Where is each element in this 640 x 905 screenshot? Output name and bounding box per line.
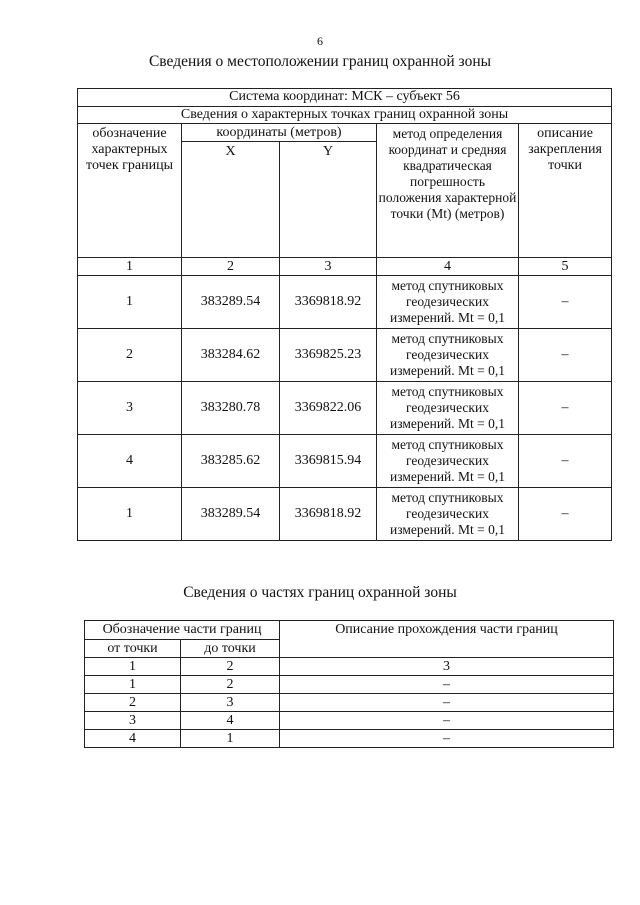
from-cell: 1 <box>85 676 181 694</box>
description-cell: – <box>280 730 614 748</box>
x-cell: 383285.62 <box>182 435 280 488</box>
y-cell: 3369822.06 <box>280 382 377 435</box>
from-cell: 4 <box>85 730 181 748</box>
x-cell: 383280.78 <box>182 382 280 435</box>
x-cell: 383289.54 <box>182 276 280 329</box>
section-title-parts: Сведения о частях границ охранной зоны <box>183 584 457 601</box>
coordinate-system-cell: Система координат: МСК – субъект 56 <box>78 89 612 107</box>
col-number-cell: 1 <box>85 658 181 676</box>
point-cell: 1 <box>78 276 182 329</box>
fixing-cell: – <box>519 329 612 382</box>
point-cell: 3 <box>78 382 182 435</box>
to-cell: 3 <box>181 694 280 712</box>
table-row <box>78 435 612 488</box>
table-row <box>85 712 614 730</box>
method-cell: метод спутниковых геодезических измерений. Mt = 0,1 <box>377 276 519 329</box>
col-number-cell: 2 <box>181 658 280 676</box>
table-row <box>85 730 614 748</box>
header-designation-cell: Обозначение части границ <box>85 621 280 640</box>
table-row <box>78 329 612 382</box>
page-number: 6 <box>317 34 323 48</box>
description-cell: – <box>280 694 614 712</box>
to-cell: 2 <box>181 676 280 694</box>
method-cell: метод спутниковых геодезических измерений. Mt = 0,1 <box>377 382 519 435</box>
boundary-parts-table <box>84 620 614 748</box>
table-row <box>85 694 614 712</box>
coordinates-table <box>77 88 612 541</box>
description-cell: – <box>280 676 614 694</box>
col-number-cell: 4 <box>377 258 519 276</box>
col-number-cell: 3 <box>280 258 377 276</box>
table-row <box>78 488 612 541</box>
from-cell: 3 <box>85 712 181 730</box>
header-from-cell: от точки <box>85 640 181 658</box>
method-cell: метод спутниковых геодезических измерений. Mt = 0,1 <box>377 488 519 541</box>
header-coords-cell: координаты (метров) <box>182 124 377 142</box>
col-number-cell: 2 <box>182 258 280 276</box>
point-cell: 1 <box>78 488 182 541</box>
method-cell: метод спутниковых геодезических измерений. Mt = 0,1 <box>377 435 519 488</box>
table-subtitle-cell: Сведения о характерных точках границ охранной зоны <box>78 107 612 124</box>
description-cell: – <box>280 712 614 730</box>
header-point-cell: обозначение характерных точек границы <box>78 124 182 258</box>
from-cell: 2 <box>85 694 181 712</box>
header-method-cell: метод определения координат и средняя квадратическая погрешность положения характерной точки (Mt) (метров) <box>377 124 519 258</box>
header-to-cell: до точки <box>181 640 280 658</box>
y-cell: 3369818.92 <box>280 276 377 329</box>
table-row <box>78 276 612 329</box>
y-cell: 3369825.23 <box>280 329 377 382</box>
to-cell: 4 <box>181 712 280 730</box>
y-cell: 3369818.92 <box>280 488 377 541</box>
section-title-boundaries: Сведения о местоположении границ охранной зоны <box>148 53 492 70</box>
point-cell: 4 <box>78 435 182 488</box>
table-row <box>78 382 612 435</box>
col-number-cell: 3 <box>280 658 614 676</box>
table-row <box>85 676 614 694</box>
point-cell: 2 <box>78 329 182 382</box>
fixing-cell: – <box>519 488 612 541</box>
x-cell: 383284.62 <box>182 329 280 382</box>
header-description-cell: Описание прохождения части границ <box>280 621 614 658</box>
to-cell: 1 <box>181 730 280 748</box>
col-number-cell: 5 <box>519 258 612 276</box>
header-y-cell: Y <box>280 142 377 258</box>
fixing-cell: – <box>519 382 612 435</box>
fixing-cell: – <box>519 435 612 488</box>
y-cell: 3369815.94 <box>280 435 377 488</box>
x-cell: 383289.54 <box>182 488 280 541</box>
header-fixing-cell: описание закрепления точки <box>519 124 612 258</box>
method-cell: метод спутниковых геодезических измерений. Mt = 0,1 <box>377 329 519 382</box>
fixing-cell: – <box>519 276 612 329</box>
col-number-cell: 1 <box>78 258 182 276</box>
header-x-cell: X <box>182 142 280 258</box>
